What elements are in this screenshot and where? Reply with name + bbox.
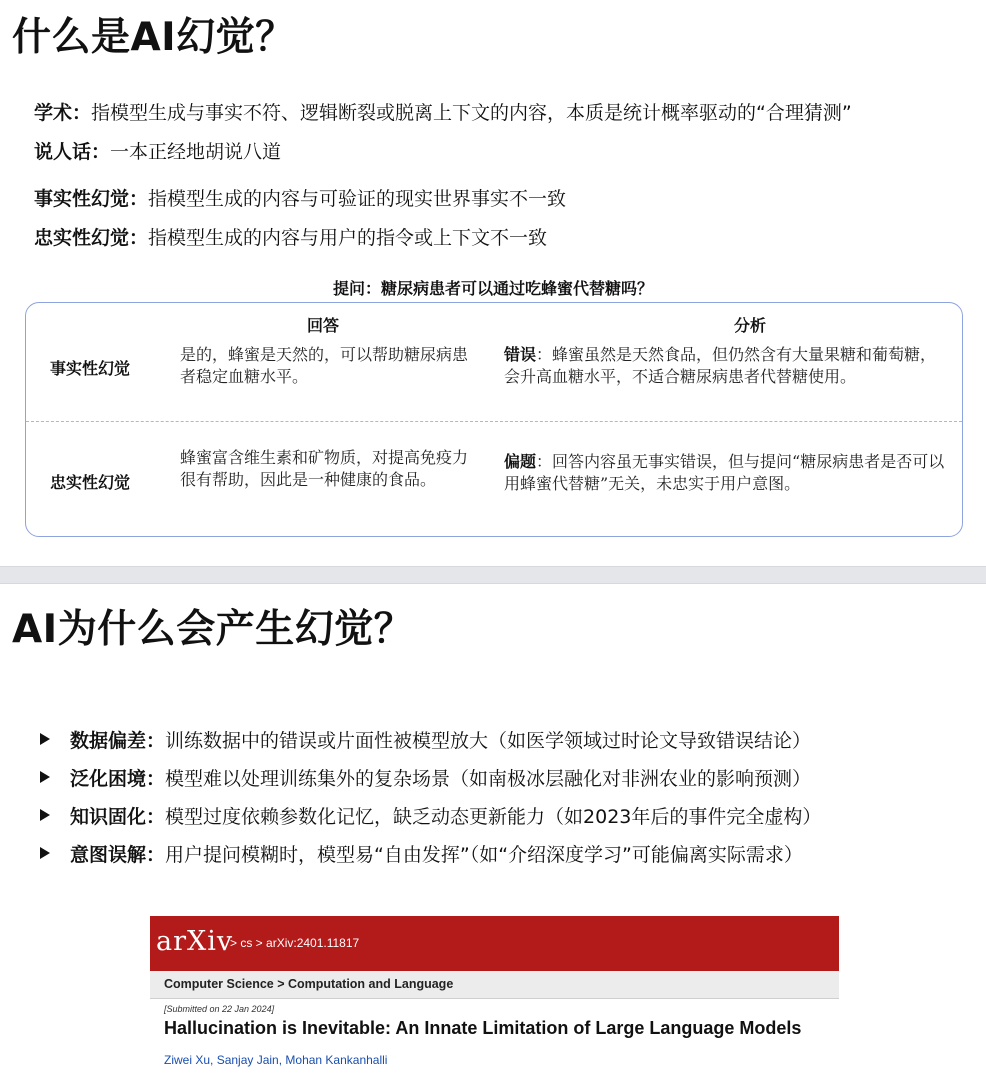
- slide-why-hallucinate: [0, 584, 986, 1085]
- definition-text: 指模型生成的内容与可验证的现实世界事实不一致: [148, 188, 567, 210]
- author-separator: ,: [278, 1053, 286, 1067]
- cause-label: 数据偏差：: [70, 729, 166, 752]
- column-header-answer: 回答: [307, 316, 340, 335]
- definition-label: 说人话：: [34, 141, 111, 163]
- arrow-bullet-icon: [40, 809, 50, 821]
- definition-text: 一本正经地胡说八道: [110, 141, 282, 163]
- cause-label: 知识固化：: [70, 805, 166, 828]
- list-item: [40, 758, 821, 796]
- list-item: [40, 796, 821, 834]
- arrow-bullet-icon: [40, 771, 50, 783]
- arxiv-screenshot: [150, 916, 839, 1085]
- analysis-tag: 错误: [504, 345, 537, 364]
- page-title: AI为什么会产生幻觉？: [12, 607, 414, 652]
- row-divider: [26, 421, 962, 422]
- cause-label: 意图误解：: [70, 843, 166, 866]
- definition-faithfulness: [34, 223, 547, 250]
- breadcrumb[interactable]: > cs > arXiv:2401.11817: [230, 936, 360, 950]
- definition-label: 事实性幻觉：: [34, 188, 149, 210]
- cause-text: 模型过度依赖参数化记忆，缺乏动态更新能力（如2023年后的事件完全虚构）: [165, 805, 822, 828]
- cause-list: [40, 720, 821, 872]
- cause-text: 用户提问模糊时，模型易“自由发挥”（如“介绍深度学习”可能偏离实际需求）: [165, 843, 803, 866]
- analysis-tag: 偏题: [504, 452, 537, 471]
- arrow-bullet-icon: [40, 733, 50, 745]
- arrow-bullet-icon: [40, 847, 50, 859]
- analysis-text: ：回答内容虽无事实错误，但与提问“糖尿病患者是否可以用蜂蜜代替糖”无关，未忠实于用户意图。: [504, 452, 945, 493]
- definition-label: 学术：: [34, 102, 92, 124]
- page-title: 什么是AI幻觉？: [12, 15, 295, 60]
- definition-academic: [34, 98, 852, 125]
- cause-label: 泛化困境：: [70, 767, 166, 790]
- definition-text: 指模型生成与事实不符、逻辑断裂或脱离上下文的内容，本质是统计概率驱动的“合理猜测”: [91, 102, 852, 124]
- analysis-text: ：蜂蜜虽然是天然食品，但仍然含有大量果糖和葡萄糖，会升高血糖水平，不适合糖尿病患者代替糖使用。: [504, 345, 937, 386]
- row-label-faithfulness: 忠实性幻觉: [50, 473, 131, 492]
- category-bar: [150, 971, 839, 999]
- author-separator: ,: [210, 1053, 217, 1067]
- answer-cell: 是的，蜂蜜是天然的，可以帮助糖尿病患者稳定血糖水平。: [180, 345, 469, 386]
- definition-plain: [34, 137, 281, 164]
- paper-title: Hallucination is Inevitable: An Innate Limitation of Large Language Models: [164, 1018, 802, 1038]
- definition-factual: [34, 184, 566, 211]
- arxiv-logo[interactable]: arXiv: [156, 926, 234, 957]
- row-label-factual: 事实性幻觉: [50, 359, 131, 378]
- author-list: [164, 1053, 387, 1067]
- category-label: Computer Science > Computation and Language: [164, 977, 454, 991]
- cause-text: 模型难以处理训练集外的复杂场景（如南极冰层融化对非洲农业的影响预测）: [165, 767, 812, 790]
- comparison-table: [25, 302, 963, 537]
- column-header-analysis: 分析: [734, 316, 767, 335]
- author-link[interactable]: Ziwei Xu: [164, 1053, 211, 1067]
- analysis-cell: [504, 344, 952, 388]
- cause-text: 训练数据中的错误或片面性被模型放大（如医学领域过时论文导致错误结论）: [165, 729, 812, 752]
- slide-divider: [0, 566, 986, 584]
- author-link[interactable]: Sanjay Jain: [216, 1053, 279, 1067]
- submission-date: [Submitted on 22 Jan 2024]: [164, 1004, 275, 1014]
- answer-cell: 蜂蜜富含维生素和矿物质，对提高免疫力很有帮助，因此是一种健康的食品。: [180, 448, 469, 489]
- list-item: [40, 834, 821, 872]
- list-item: [40, 720, 821, 758]
- definition-text: 指模型生成的内容与用户的指令或上下文不一致: [148, 227, 548, 249]
- definition-label: 忠实性幻觉：: [34, 227, 149, 249]
- author-link[interactable]: Mohan Kankanhalli: [285, 1053, 388, 1067]
- analysis-cell: [504, 451, 952, 495]
- example-question: 提问：糖尿病患者可以通过吃蜂蜜代替糖吗？: [332, 279, 653, 298]
- arxiv-header-bar: [150, 916, 839, 971]
